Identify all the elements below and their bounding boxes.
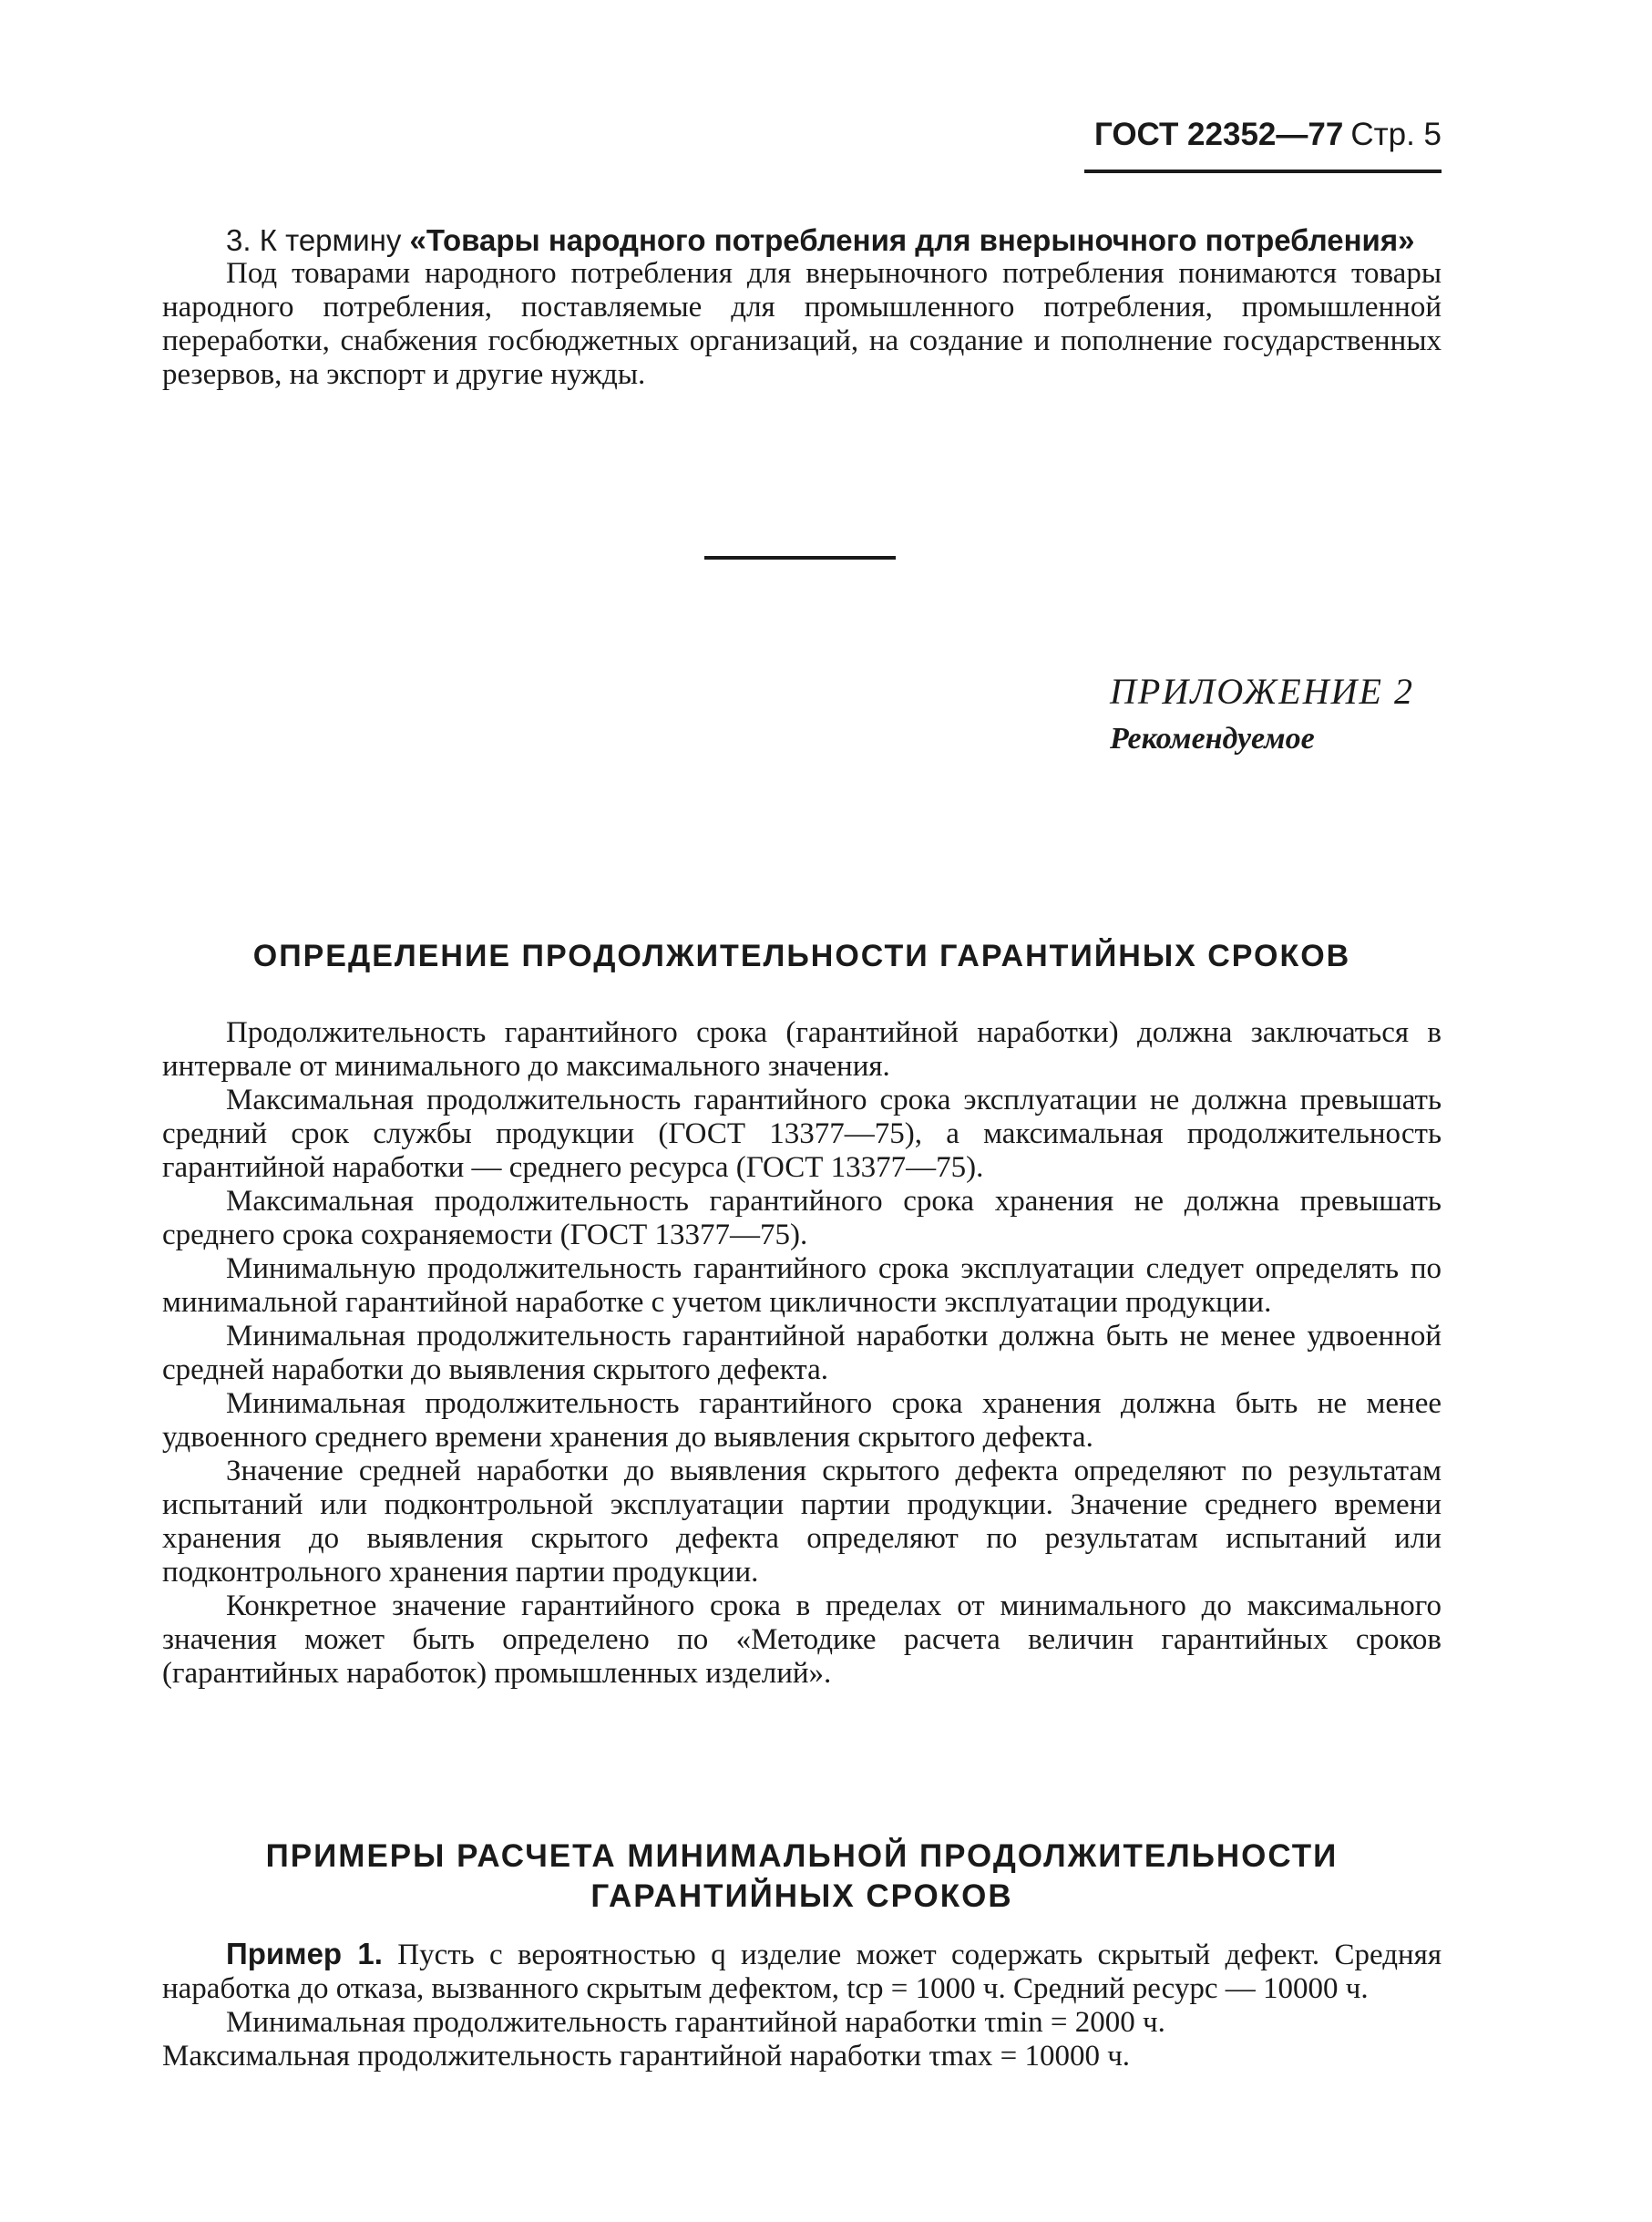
term-3-section	[162, 223, 1442, 392]
example-1-label: Пример 1.	[226, 1937, 383, 1970]
term-3-title: «Товары народного потребления для внерыночного потребления»	[409, 223, 1415, 257]
appendix-status: Рекомендуемое	[1110, 722, 1315, 756]
appendix-number: ПРИЛОЖЕНИЕ 2	[1110, 671, 1414, 712]
section-guarantee-duration	[162, 939, 1442, 1691]
example-1-text: Пусть с вероятностью q изделие может содержать скрытый дефект. Средняя наработка до отказа, вызванного скрытым дефектом, tср = 1000 ч. Средний ресурс — 10000 ч.	[162, 1939, 1442, 2005]
standard-number: ГОСТ 22352—77	[1093, 117, 1344, 152]
appendix-label	[1110, 670, 1493, 756]
section-calculation-examples	[162, 1836, 1442, 2073]
paragraph: Продолжительность гарантийного срока (гарантийной наработки) должна заключаться в интервале от минимального до максимального значения.	[162, 1016, 1442, 1083]
term-3-definition: Под товарами народного потребления для внерыночного потребления понимаются товары народного потребления, поставляемые для промышленного потребления, промышленной переработки, снабжения госбюджетных организаций, на создание и пополнение государственных резервов, на экспорт и другие нужды.	[162, 257, 1442, 391]
max-warranty-line: Максимальная продолжительность гарантийной наработки τmax = 10000 ч.	[162, 2040, 1131, 2073]
paragraph: Максимальная продолжительность гарантийного срока хранения не должна превышать среднего срока сохраняемости (ГОСТ 13377—75).	[162, 1185, 1442, 1251]
section-1-title: ОПРЕДЕЛЕНИЕ ПРОДОЛЖИТЕЛЬНОСТИ ГАРАНТИЙНЫХ СРОКОВ	[252, 939, 1351, 973]
paragraph: Значение средней наработки до выявления скрытого дефекта определяют по результатам испытаний или подконтрольной эксплуатации партии продукции. Значение среднего времени хранения до выявления скрытого дефекта определяют по результатам испытаний или подконтрольного хранения партии продукции.	[162, 1455, 1442, 1589]
term-3-heading	[162, 223, 1442, 257]
paragraph: Минимальная продолжительность гарантийной наработки должна быть не менее удвоенной средней наработки до выявления скрытого дефекта.	[162, 1320, 1442, 1386]
section-2-title-line-1: ПРИМЕРЫ РАСЧЕТА МИНИМАЛЬНОЙ ПРОДОЛЖИТЕЛЬНОСТИ	[265, 1838, 1339, 1874]
example-1	[162, 1937, 1442, 2006]
section-2-title-line-2: ГАРАНТИЙНЫХ СРОКОВ	[590, 1878, 1013, 1914]
paragraph: Минимальная продолжительность гарантийного срока хранения должна быть не менее удвоенного среднего времени хранения до выявления скрытого дефекта.	[162, 1387, 1442, 1454]
page-number: Стр. 5	[1350, 117, 1442, 152]
paragraph: Минимальную продолжительность гарантийного срока эксплуатации следует определять по минимальной гарантийной наработке с учетом цикличности эксплуатации продукции.	[162, 1252, 1442, 1319]
page-header	[1084, 117, 1442, 173]
paragraph: Максимальная продолжительность гарантийного срока эксплуатации не должна превышать средний срок службы продукции (ГОСТ 13377—75), а максимальная продолжительность гарантийной наработки — среднего ресурса (ГОСТ 13377—75).	[162, 1084, 1442, 1184]
paragraph: Конкретное значение гарантийного срока в пределах от минимального до максимального значения может быть определено по «Методике расчета величин гарантийных сроков (гарантийных наработок) промышленных изделий».	[162, 1589, 1442, 1690]
section-divider	[704, 556, 896, 560]
term-3-number: 3. К термину	[226, 223, 410, 257]
min-warranty-line: Минимальная продолжительность гарантийной наработки τmin = 2000 ч.	[226, 2006, 1165, 2039]
